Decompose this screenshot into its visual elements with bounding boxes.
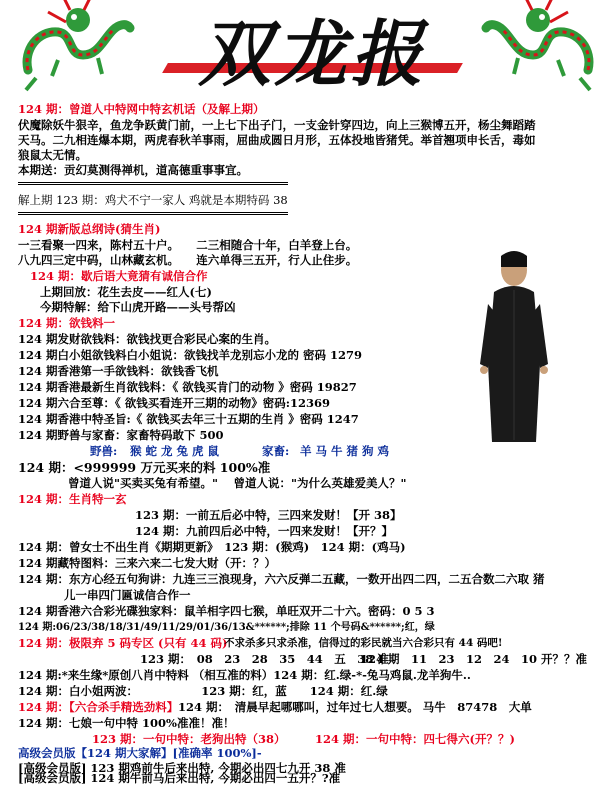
wave-line: 124 期：白小姐两波： 123 期：红，蓝 124 期：红.绿	[18, 684, 388, 698]
info-item: 124 期藏特图料：三来六来二七发大财（开：？）	[18, 556, 277, 570]
one-line-123: 123 期：一句中特：老狗出特（38）	[92, 732, 286, 746]
masthead-title	[150, 8, 475, 100]
color-line: 124 期:*来生缘*原创八肖中特料 （相互准的料）124 期：红.绿-*-兔马鸡鼠.龙羊狗牛..	[18, 668, 471, 682]
wish-item: 124 期六合至尊：《 欲钱买看连开三期的动物》密码:12369	[18, 396, 331, 410]
killer-rest: 124 期： 清晨早起哪哪叫，过年过七人想要。 马牛 87478 大单	[178, 700, 532, 714]
section1-line1: 伏魔除妖牛狠辛，鱼龙争跃黄门前，一上七下出子门，一支金针穿四边，向上三猴博五开，杨尘舞蹈踏	[18, 118, 536, 132]
section1-line3: 狼鼠太无情。	[18, 148, 87, 162]
domestic-values: 羊 马 牛 猪 狗 鸡	[300, 444, 390, 458]
section2-heading2: 124 期：歇后语大竟猜有诚信合作	[30, 269, 208, 283]
section3-heading: 124 期：欲钱料一	[18, 316, 116, 330]
info-item: 儿一串四门匾诚信合作一	[18, 588, 191, 602]
killer-label: 124 期：【六合杀手精选劲料】	[18, 700, 179, 714]
say-line: 曾道人说"买卖买兔有希望。" 曾道人说："为什么英雄爱美人？"	[68, 476, 407, 490]
left-dragon-icon	[18, 0, 138, 96]
section4-heading: 124 期：生肖特一玄	[18, 492, 127, 506]
kill-rest: 不求杀多只求杀准，信得过的彩民就当六合彩只有 44 码吧!	[224, 637, 503, 649]
section2-line2: 八九四三定中码，山林藏玄机。 连六单得三五开，行人止住步。	[18, 253, 358, 267]
info-item: 124 期：曾女士不出生肖《期期更新》 123 期：(猴鸡) 124 期：(鸡马)	[18, 540, 406, 554]
answer-line: 解上期 123 期：鸡犬不宁一家人 鸡就是本期特码 38	[18, 193, 288, 207]
section1-heading: 124 期：曾道人中特网中特玄机话（及解上期）	[18, 102, 265, 116]
footer-line1: [高级会员版] 123 期鸡前牛后来出特, 今期必出四七九开 38 准	[18, 761, 346, 775]
wish-item: 124 期香港最新生肖欲钱料：《 欲钱买肯门的动物 》密码 19827	[18, 380, 357, 394]
footer-heading: 高级会员版【124 期大家解】[准确率 100%]-	[18, 746, 262, 760]
this-period-special: 今期特解：给下山虎开路——头号帮凶	[40, 300, 236, 314]
kill-heading: 124 期：极限弃 5 码专区 (只有 44 码)	[18, 636, 228, 650]
section1-line4: 本期送：贡幻莫测得禅机，道高德重事事宜。	[18, 163, 248, 177]
person-photo	[478, 244, 550, 444]
wish-item: 124 期野兽与家畜：家畜特码敢下 500	[18, 428, 224, 442]
wish-item: 124 期发财欲钱料：欲钱找更合彩民心案的生肖。	[18, 332, 277, 346]
one-line-124: 124 期：一句中特：四七得六(开？？)	[315, 732, 515, 746]
kill-nums-124: 124 期 11 23 12 24 10 开？？准	[360, 652, 588, 666]
domestic-label: 家畜:	[262, 444, 290, 458]
section1-line2: 天马。二九相连爆本期，两虎春秋羊事雨，屈曲成圆日月形，五体投地皆猪凭。举首翘项申长舌，毒如	[18, 133, 536, 147]
section2-line1: 一三看聚一四来，陈村五十户。 二三相随合十年，白羊登上台。	[18, 238, 358, 252]
zodiac-123: 123 期：一前五后必中特，三四来发财！【开 38】	[135, 508, 402, 522]
wild-label: 野兽:	[90, 444, 118, 458]
info-item: 124 期:06/23/38/18/31/49/11/29/01/36/13&******;排除 11 个号码&******;红，绿	[18, 622, 435, 633]
wish-item: 124 期白小姐欲钱料白小姐说：欲钱找羊龙别忘小龙的 密码 1279	[18, 348, 363, 362]
wish-item: 124 期香港中特圣旨:《 欲钱买去年三十五期的生肖 》密码 1247	[18, 412, 359, 426]
million-line: 124 期：<999999 万元买来的料 100%准	[18, 460, 271, 475]
wild-values: 猴 蛇 龙 兔 虎 鼠	[130, 444, 220, 458]
kill-nums-123: 123 期： 08 23 28 35 44 五 38 准	[140, 652, 389, 666]
section2-heading: 124 期新版总纲诗(猜生肖)	[18, 222, 161, 236]
zodiac-124: 124 期：九前四后必中特，一四来发财！【开？】	[135, 524, 394, 538]
last-period-replay: 上期回放：花生去皮——红人(七)	[40, 285, 212, 299]
info-item: 124 期：东方心经五句狗讲：九连三三浪现身，六六反弹二五藏，一数开出四二四，二五合数二六取 猪	[18, 572, 545, 586]
title-text: 双龙报	[198, 11, 427, 96]
info-item: 124 期香港六合彩光碟独家料：鼠羊相字四七猴，单旺双开二十六。密码：0 5 3	[18, 604, 435, 618]
divider	[18, 182, 288, 185]
seven-line: 124 期：七娘一句中特 100%准准！准！	[18, 716, 235, 730]
footer-line2: [高级会员版] 124 期牛前马后来出特, 今期必出四一五开？?准	[18, 771, 341, 785]
wish-item: 124 期香港第一手欲钱料：欲钱香飞机	[18, 364, 219, 378]
right-dragon-icon	[478, 0, 598, 96]
divider	[18, 212, 288, 215]
